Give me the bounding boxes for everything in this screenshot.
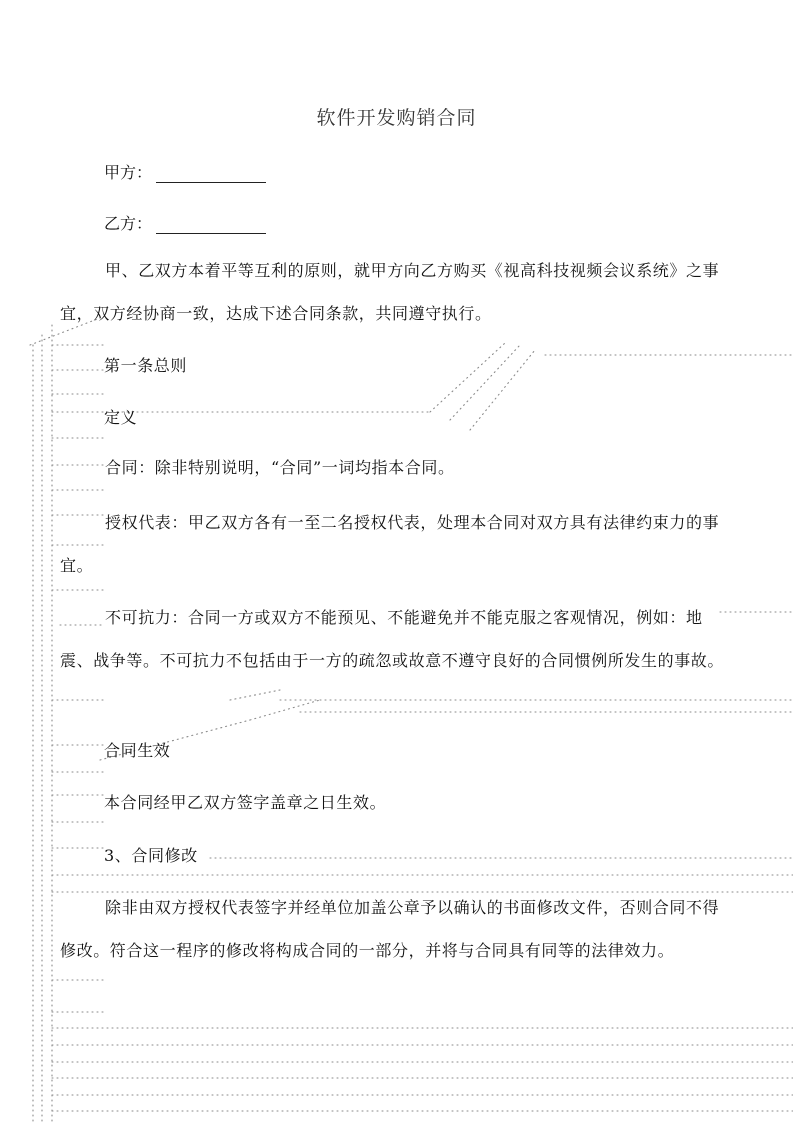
party-a-line	[104, 160, 266, 183]
article1-heading: 第一条总则	[104, 356, 188, 375]
contract-title: 软件开发购销合同	[316, 107, 477, 129]
definitions-heading: 定义	[104, 408, 138, 427]
party-b-blank	[156, 215, 266, 234]
effect-paragraph: 本合同经甲乙双方签字盖章之日生效。	[104, 793, 387, 812]
party-b-label: 乙方：	[104, 214, 153, 233]
intro-paragraph: 甲、乙双方本着平等互利的原则，就甲方向乙方购买《视高科技视频会议系统》之事宜，双方经协商一致，达成下述合同条款，共同遵守执行。	[60, 261, 720, 323]
party-b-line	[104, 211, 266, 234]
amend-paragraph: 除非由双方授权代表签字并经单位加盖公章予以确认的书面修改文件，否则合同不得修改。符合这一程序的修改将构成合同的一部分，并将与合同具有同等的法律效力。	[60, 898, 720, 960]
def-contract-paragraph: 合同：除非特别说明，“合同”一词均指本合同。	[105, 458, 455, 477]
def-force-majeure-paragraph: 不可抗力：合同一方或双方不能预见、不能避免并不能克服之客观情况，例如：地震、战争等。不可抗力不包括由于一方的疏忽或故意不遵守良好的合同惯例所发生的事故。	[60, 608, 725, 670]
party-a-blank	[156, 164, 266, 183]
def-representative-paragraph: 授权代表：甲乙双方各有一至二名授权代表，处理本合同对双方具有法律约束力的事宜。	[60, 513, 720, 575]
effect-heading: 合同生效	[104, 741, 171, 760]
party-a-label: 甲方：	[104, 163, 153, 182]
amend-heading: 3、合同修改	[104, 846, 198, 865]
